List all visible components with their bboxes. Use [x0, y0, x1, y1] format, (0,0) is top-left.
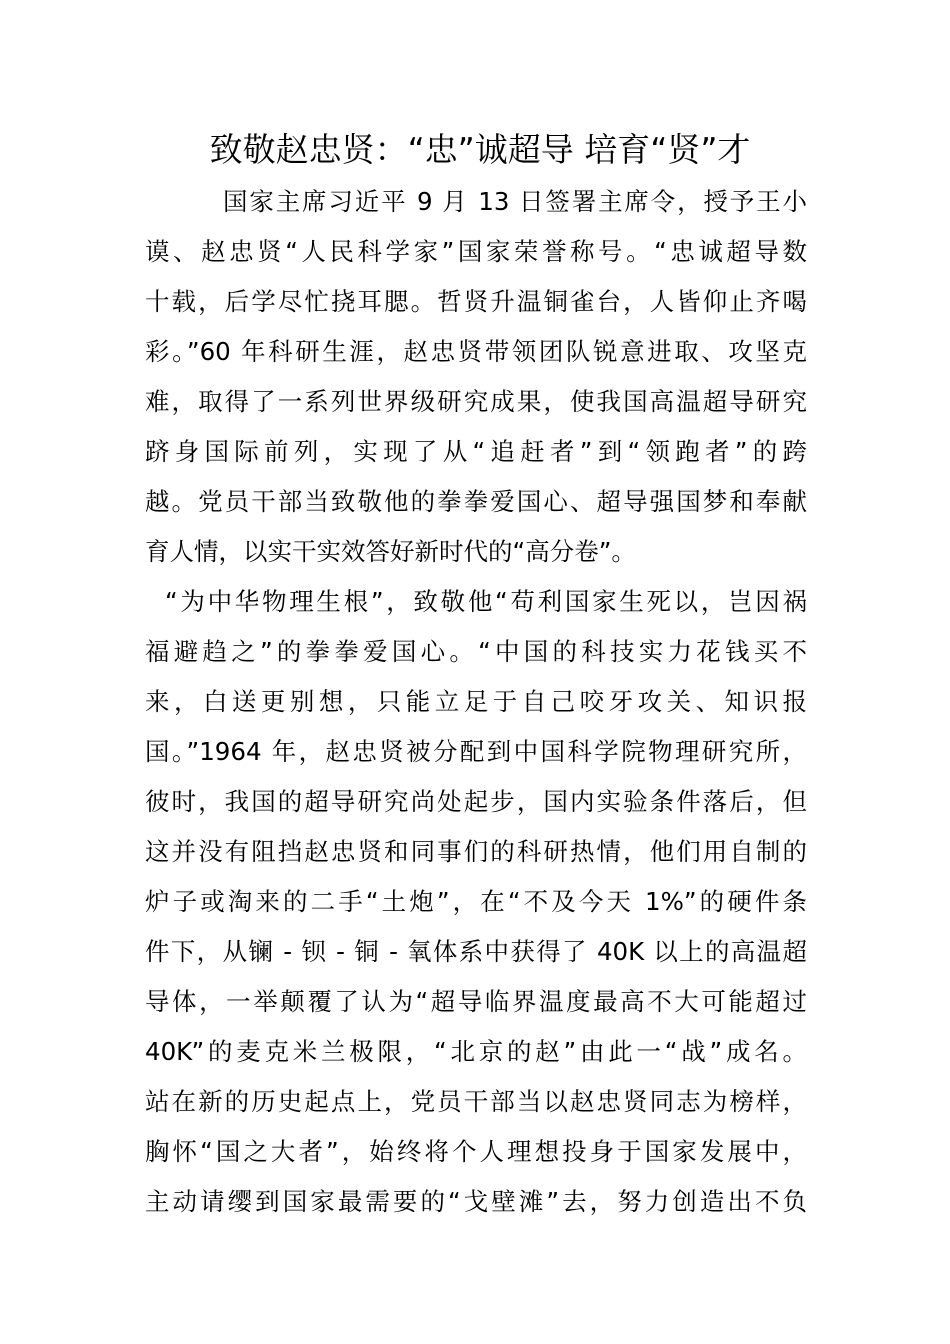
document-body	[145, 177, 807, 1227]
paragraph-line: 彼时，我国的超导研究尚处起步，国内实验条件落后，但	[145, 787, 807, 816]
paragraph-line: 福避趋之”的拳拳爱国心。“中国的科技实力花钱买不	[145, 637, 807, 666]
paragraph-line: 40K”的麦克米兰极限，“北京的赵”由此一“战”成名。	[145, 1037, 807, 1066]
paragraph-line: 件下，从镧 - 钡 - 铜 - 氧体系中获得了 40K 以上的高温超	[145, 937, 807, 966]
paragraph-line: 育人情，以实干实效答好新时代的“高分卷”。	[145, 537, 636, 566]
paragraph-line: 国。”1964 年，赵忠贤被分配到中国科学院物理研究所，	[145, 737, 807, 766]
paragraph-line: 十载，后学尽忙挠耳腮。哲贤升温铜雀台，人皆仰止齐喝	[145, 287, 807, 316]
paragraph-line: 越。党员干部当致敬他的拳拳爱国心、超导强国梦和奉献	[145, 487, 807, 516]
paragraph-line: 谟、赵忠贤“人民科学家”国家荣誉称号。“忠诚超导数	[145, 237, 807, 266]
paragraph-line: 胸怀“国之大者”，始终将个人理想投身于国家发展中，	[145, 1137, 807, 1166]
paragraph-line: 导体，一举颠覆了认为“超导临界温度最高不大可能超过	[145, 987, 807, 1016]
paragraph-line: 这并没有阻挡赵忠贤和同事们的科研热情，他们用自制的	[145, 837, 807, 866]
paragraph-line: 国家主席习近平 9 月 13 日签署主席令，授予王小	[223, 187, 807, 216]
paragraph-line: “为中华物理生根”，致敬他“苟利国家生死以，岂因祸	[165, 587, 807, 616]
document-title: 致敬赵忠贤：“忠”诚超导 培育“贤”才	[209, 130, 751, 169]
paragraph-line: 站在新的历史起点上，党员干部当以赵忠贤同志为榜样，	[145, 1087, 807, 1116]
paragraph-line: 跻身国际前列，实现了从“追赶者”到“领跑者”的跨	[145, 437, 807, 466]
paragraph-line: 炉子或淘来的二手“土炮”，在“不及今天 1%”的硬件条	[145, 887, 807, 916]
paragraph-line: 主动请缨到国家最需要的“戈壁滩”去，努力创造出不负	[145, 1187, 807, 1216]
paragraph-line: 来，白送更别想，只能立足于自己咬牙攻关、知识报	[145, 687, 807, 716]
paragraph-line: 彩。”60 年科研生涯，赵忠贤带领团队锐意进取、攻坚克	[145, 337, 807, 366]
paragraph-line: 难，取得了一系列世界级研究成果，使我国高温超导研究	[145, 387, 807, 416]
